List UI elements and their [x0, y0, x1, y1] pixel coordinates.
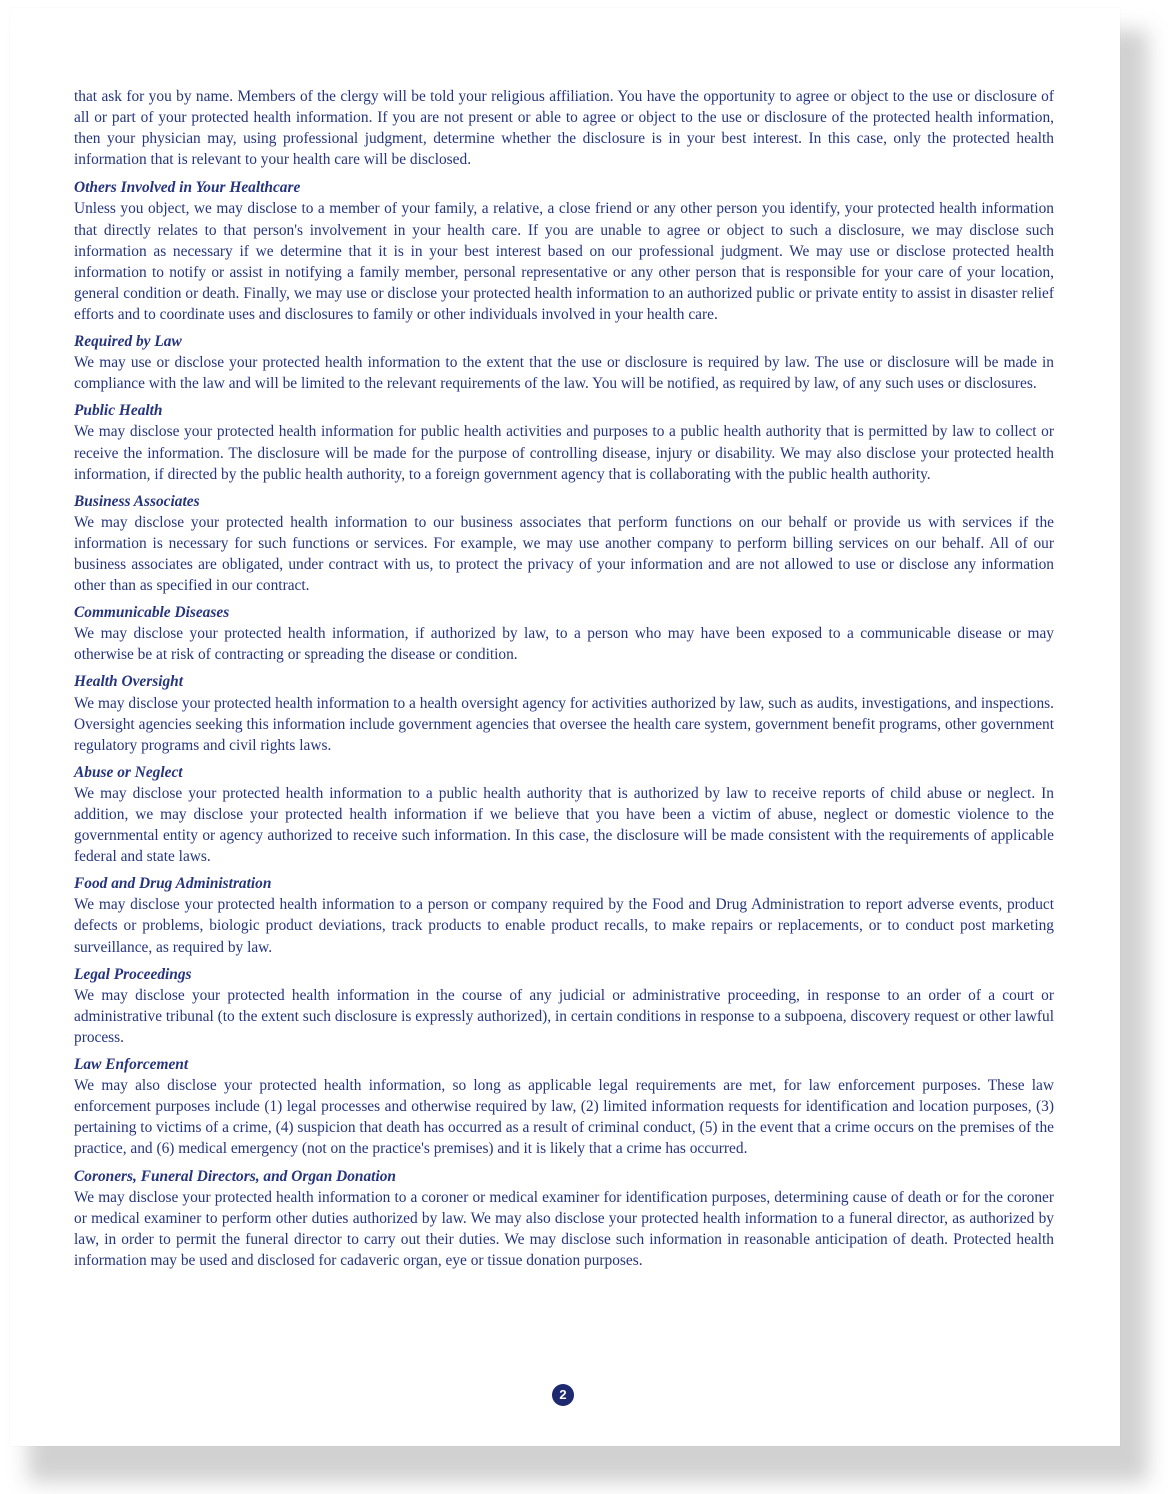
section-body: We may also disclose your protected health information, so long as applicable legal requirements are met, for law enforcement purposes. These law enforcement purposes include (1) legal processes and otherwise required by law, (2) limited information requests for identification and location purposes, (3) pertaining to victims of a crime, (4) suspicion that death has occurred as a result of criminal conduct, (5) in the event that a crime occurs on the premises of the practice, and (6) medical emergency (not on the practice's premises) and it is likely that a crime has occurred.	[74, 1077, 1054, 1158]
section-body: We may disclose your protected health information to our business associates that perform functions on our behalf or provide us with services if the information is necessary for such functions or services. For example, we may use another company to perform billing services on our behalf. All of our business associates are obligated, under contract with us, to protect the privacy of your information and are not allowed to use or disclose any information other than as specified in our contract.	[74, 513, 1054, 595]
page-content	[74, 86, 1054, 1277]
section-heading: Communicable Diseases	[74, 604, 230, 622]
section-business-associates	[74, 491, 1054, 596]
section-heading: Legal Proceedings	[74, 965, 192, 983]
section-health-oversight	[74, 671, 1054, 755]
section-heading: Required by Law	[74, 333, 182, 351]
section-body: We may disclose your protected health information to a person or company required by the Food and Drug Administration to report adverse events, product defects or problems, biologic product deviations, track products to enable product recalls, to make repairs or replacements, or to conduct post marketing surveillance, as required by law.	[74, 896, 1054, 956]
section-heading: Health Oversight	[74, 673, 184, 691]
section-body: We may disclose your protected health information, if authorized by law, to a person who may have been exposed to a communicable disease or may otherwise be at risk of contracting or spreading the disease or condition.	[74, 625, 1054, 664]
section-others-involved	[74, 177, 1054, 325]
section-public-health	[74, 400, 1054, 484]
section-heading: Coroners, Funeral Directors, and Organ Donation	[74, 1167, 396, 1185]
section-heading: Others Involved in Your Healthcare	[74, 179, 301, 197]
section-body: We may disclose your protected health information to a health oversight agency for activities authorized by law, such as audits, investigations, and inspections. Oversight agencies seeking this information include government agencies that oversee the health care system, government benefit programs, other government regulatory programs and civil rights laws.	[74, 694, 1054, 754]
section-law-enforcement	[74, 1054, 1054, 1159]
section-body: We may disclose your protected health information in the course of any judicial or administrative proceeding, in response to an order of a court or administrative tribunal (to the extent such disclosure is expressly authorized), in certain conditions in response to a subpoena, discovery request or other lawful process.	[74, 986, 1054, 1046]
section-food-and-drug	[74, 873, 1054, 957]
section-body: We may disclose your protected health information to a coroner or medical examiner for identification purposes, determining cause of death or for the coroner or medical examiner to perform other duties authorized by law. We may also disclose your protected health information to a funeral director, as authorized by law, in order to permit the funeral director to carry out their duties. We may disclose such information in reasonable anticipation of death. Protected health information may be used and disclosed for cadaveric organ, eye or tissue donation purposes.	[74, 1188, 1054, 1269]
section-heading: Food and Drug Administration	[74, 875, 272, 893]
section-body: We may disclose your protected health information to a public health authority that is authorized by law to receive reports of child abuse or neglect. In addition, we may disclose your protected health information if we believe that you have been a victim of abuse, neglect or domestic violence to the governmental entity or agency authorized to receive such information. In this case, the disclosure will be made consistent with the requirements of applicable federal and state laws.	[74, 784, 1054, 866]
page-number-badge: 2	[552, 1384, 574, 1406]
intro-paragraph: that ask for you by name. Members of the clergy will be told your religious affiliation. You have the opportunity to agree or object to the use or disclosure of all or part of your protected health information. If you are not present or able to agree or object to the use or disclosure of the protected health information, then your physician may, using professional judgment, determine whether the disclosure is in your best interest. In this case, only the protected health information that is relevant to your health care will be disclosed.	[74, 88, 1054, 169]
section-legal-proceedings	[74, 964, 1054, 1048]
section-communicable-diseases	[74, 602, 1054, 665]
section-heading: Law Enforcement	[74, 1056, 189, 1074]
section-abuse-or-neglect	[74, 762, 1054, 867]
section-coroners-funeral-organ	[74, 1166, 1054, 1271]
document-page	[10, 8, 1120, 1446]
section-heading: Business Associates	[74, 492, 200, 510]
section-heading: Public Health	[74, 402, 163, 420]
section-body: We may disclose your protected health information for public health activities and purposes to a public health authority that is permitted by law to collect or receive the information. The disclosure will be made for the purpose of controlling disease, injury or disability. We may also disclose your protected health information, if directed by the public health authority, to a foreign government agency that is collaborating with the public health authority.	[74, 423, 1054, 483]
section-body: Unless you object, we may disclose to a member of your family, a relative, a close friend or any other person you identify, your protected health information that directly relates to that person's involvement in your health care. If you are unable to agree or object to such a disclosure, we may disclose such information as necessary if we determine that it is in your best interest based on our professional judgment. We may use or disclose protected health information to notify or assist in notifying a family member, personal representative or any other person that is responsible for your care of your location, general condition or death. Finally, we may use or disclose your protected health information to an authorized public or private entity to assist in disaster relief efforts and to coordinate uses and disclosures to family or other individuals involved in your health care.	[74, 200, 1054, 323]
section-heading: Abuse or Neglect	[74, 763, 183, 781]
section-body: We may use or disclose your protected health information to the extent that the use or disclosure is required by law. The use or disclosure will be made in compliance with the law and will be limited to the relevant requirements of the law. You will be notified, as required by law, of any such uses or disclosures.	[74, 354, 1054, 393]
section-required-by-law	[74, 331, 1054, 394]
